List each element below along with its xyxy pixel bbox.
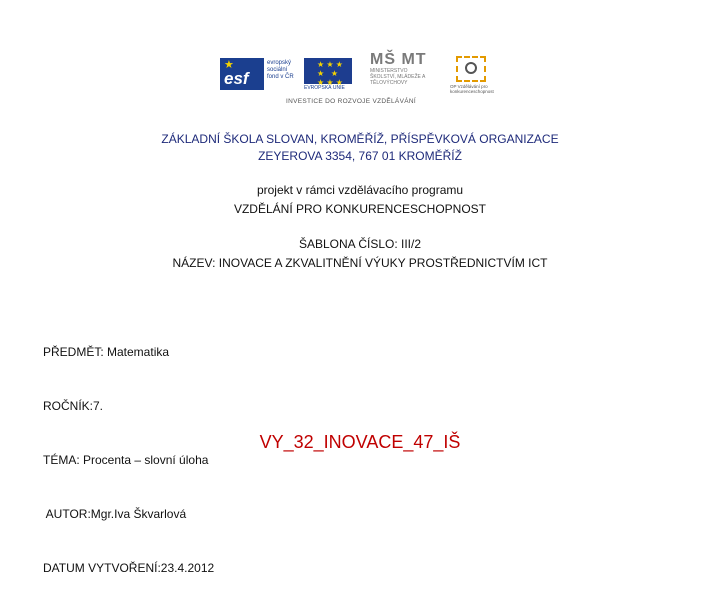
grade: ROČNÍK:7. xyxy=(43,399,104,413)
msmt-caption: MINISTERSTVO ŠKOLSTVÍ, MLÁDEŽE A TĚLOVÝCHOVY xyxy=(370,68,426,86)
esf-word: sociální xyxy=(267,67,288,73)
school-address: ZEYEROVA 3354, 767 01 KROMĚŘÍŽ xyxy=(258,149,462,163)
op-emblem-icon xyxy=(456,56,486,82)
material-code: VY_32_INOVACE_47_IŠ xyxy=(259,432,461,452)
template-title: NÁZEV: INOVACE A ZKVALITNĚNÍ VÝUKY PROSTŘEDNICTVÍM ICT xyxy=(172,256,548,270)
eu-logo xyxy=(304,58,352,90)
project-block xyxy=(0,181,720,219)
eu-caption: EVROPSKÁ UNIE xyxy=(304,85,345,91)
msmt-logo xyxy=(370,52,434,94)
template-number: ŠABLONA ČÍSLO: III/2 xyxy=(298,237,422,251)
school-block xyxy=(0,131,720,165)
esf-word: fond v ČR xyxy=(267,74,294,80)
project-line-2: VZDĚLÁNÍ PRO KONKURENCESCHOPNOST xyxy=(233,202,487,216)
esf-words xyxy=(267,60,294,81)
investment-line: INVESTICE DO ROZVOJE VZDĚLÁVÁNÍ xyxy=(286,98,416,105)
project-line-1: projekt v rámci vzdělávacího programu xyxy=(256,183,464,197)
esf-logo xyxy=(220,58,300,90)
msmt-logo-text: MŠ MT xyxy=(370,51,427,68)
subject: PŘEDMĚT: Matematika xyxy=(43,345,170,359)
author: AUTOR:Mgr.Iva Škvarlová xyxy=(43,507,187,521)
esf-mark xyxy=(220,58,264,90)
creation-date: DATUM VYTVOŘENÍ:23.4.2012 xyxy=(43,561,215,575)
op-caption: OP Vzdělávání pro konkurenceschopnost xyxy=(450,84,494,94)
eu-flag-icon: ★ ★ ★ ★ ★ ★ ★ ★ xyxy=(304,58,352,84)
logo-banner xyxy=(220,52,500,110)
topic: TÉMA: Procenta – slovní úloha xyxy=(43,453,209,467)
template-block xyxy=(0,235,720,273)
star-icon: ★ xyxy=(224,59,234,71)
school-name: ZÁKLADNÍ ŠKOLA SLOVAN, KROMĚŘÍŽ, PŘÍSPĚVKOVÁ ORGANIZACE xyxy=(161,132,559,146)
esf-word: evropský xyxy=(267,60,292,66)
op-logo xyxy=(450,56,500,96)
esf-mark-text: esf xyxy=(224,69,249,88)
